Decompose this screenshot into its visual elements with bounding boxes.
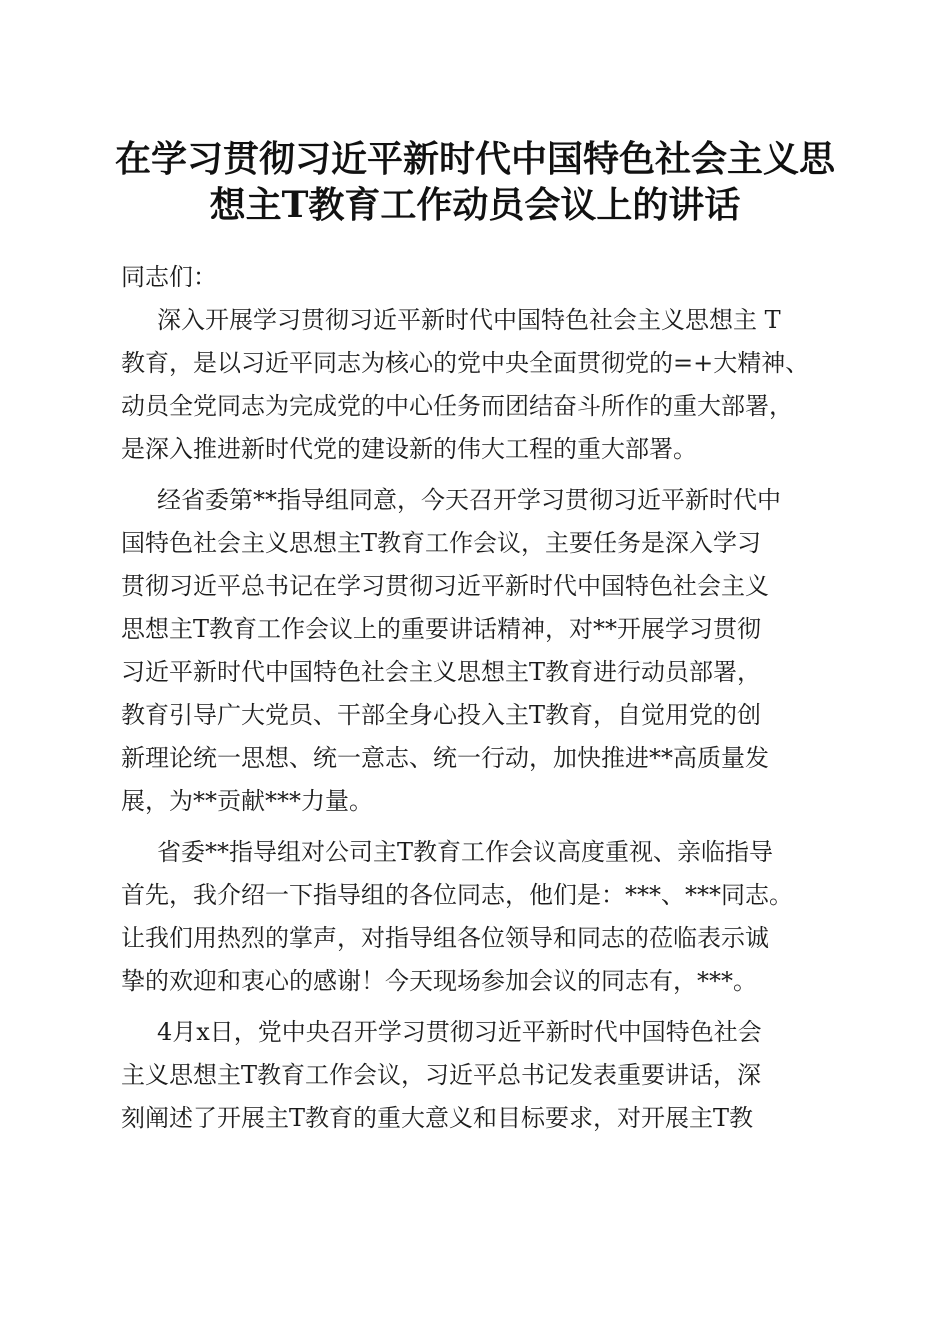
paragraph-line: 新理论统一思想、统一意志、统一行动，加快推进**高质量发 bbox=[121, 744, 769, 772]
title-line-1: 在学习贯彻习近平新时代中国特色社会主义思 bbox=[114, 138, 835, 180]
paragraph-line: 4月x日，党中央召开学习贯彻习近平新时代中国特色社会 bbox=[157, 1018, 762, 1046]
paragraph-line: 挚的欢迎和衷心的感谢！今天现场参加会议的同志有，***。 bbox=[121, 967, 757, 995]
paragraph-2 bbox=[121, 479, 841, 823]
paragraph-line: 贯彻习近平总书记在学习贯彻习近平新时代中国特色社会主义 bbox=[121, 572, 769, 600]
document-title bbox=[100, 136, 850, 228]
paragraph-line: 深入开展学习贯彻习近平新时代中国特色社会主义思想主 T bbox=[157, 306, 781, 334]
paragraph-line: 省委**指导组对公司主T教育工作会议高度重视、亲临指导 bbox=[157, 838, 774, 866]
paragraph-line: 思想主T教育工作会议上的重要讲话精神，对**开展学习贯彻 bbox=[121, 615, 762, 643]
paragraph-3 bbox=[121, 831, 841, 1003]
document-body bbox=[121, 256, 841, 1140]
paragraph-line: 首先，我介绍一下指导组的各位同志，他们是：***、***同志。 bbox=[121, 881, 793, 909]
paragraph-4 bbox=[121, 1011, 841, 1140]
paragraph-line: 刻阐述了开展主T教育的重大意义和目标要求，对开展主T教 bbox=[121, 1104, 754, 1132]
paragraph-line: 国特色社会主义思想主T教育工作会议，主要任务是深入学习 bbox=[121, 529, 762, 557]
paragraph-line: 教育，是以习近平同志为核心的党中央全面贯彻党的=+大精神、 bbox=[121, 349, 810, 377]
paragraph-line: 展，为**贡献***力量。 bbox=[121, 787, 373, 815]
paragraph-line: 让我们用热烈的掌声，对指导组各位领导和同志的莅临表示诚 bbox=[121, 924, 769, 952]
paragraph-1 bbox=[121, 299, 841, 471]
paragraph-line: 主义思想主T教育工作会议，习近平总书记发表重要讲话，深 bbox=[121, 1061, 762, 1089]
paragraph-line: 习近平新时代中国特色社会主义思想主T教育进行动员部署， bbox=[121, 658, 762, 686]
title-line-2: 想主T教育工作动员会议上的讲话 bbox=[209, 184, 741, 226]
paragraph-line: 经省委第**指导组同意，今天召开学习贯彻习近平新时代中 bbox=[157, 486, 781, 514]
paragraph-line: 是深入推进新时代党的建设新的伟大工程的重大部署。 bbox=[121, 435, 697, 463]
paragraph-line: 教育引导广大党员、干部全身心投入主T教育，自觉用党的创 bbox=[121, 701, 762, 729]
salutation: 同志们： bbox=[121, 263, 217, 291]
paragraph-line: 动员全党同志为完成党的中心任务而团结奋斗所作的重大部署， bbox=[121, 392, 793, 420]
